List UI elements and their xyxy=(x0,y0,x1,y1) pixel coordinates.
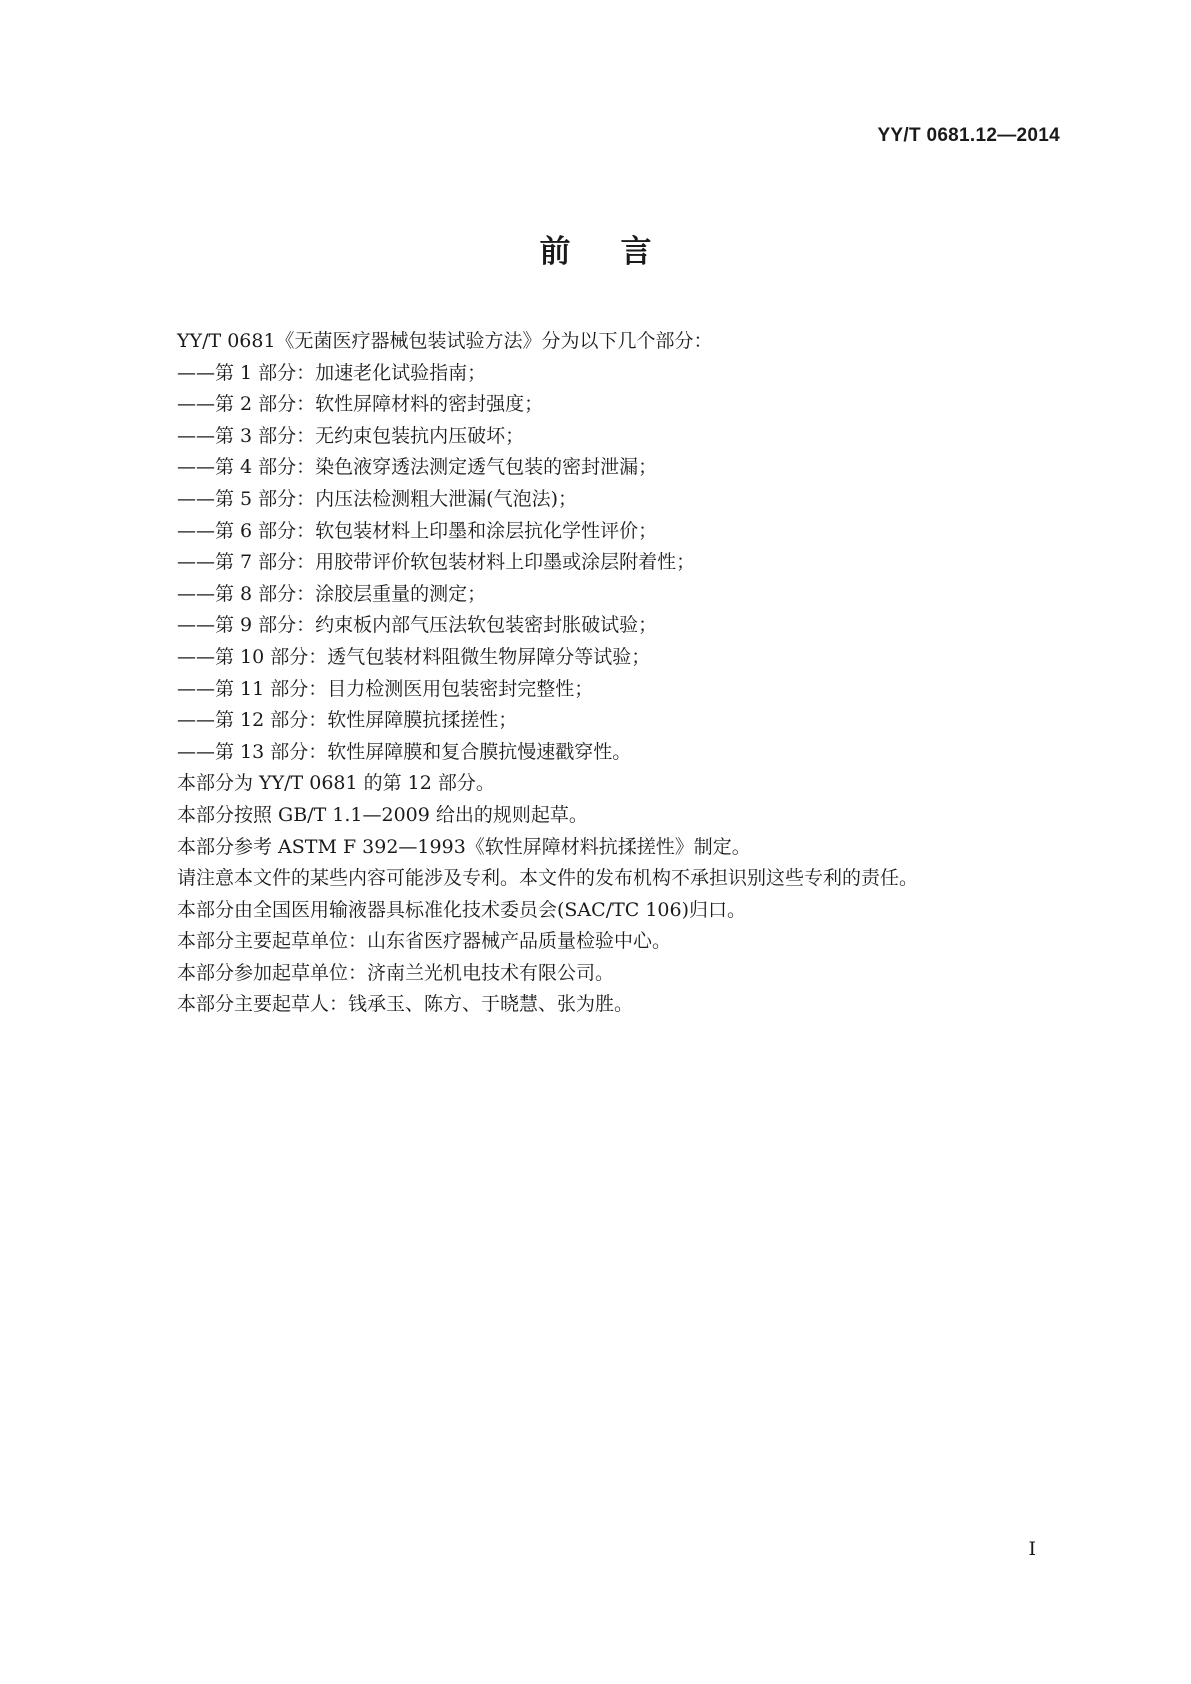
part-item-5: ——第 5 部分：内压法检测粗大泄漏(气泡法)； xyxy=(177,487,577,510)
foreword-body xyxy=(177,326,1037,1021)
part-item-12: ——第 12 部分：软性屏障膜抗揉搓性； xyxy=(177,709,518,732)
statement-drafting-rules: 本部分按照 GB/T 1.1—2009 给出的规则起草。 xyxy=(177,803,588,826)
part-item-13: ——第 13 部分：软性屏障膜和复合膜抗慢速戳穿性。 xyxy=(177,740,632,763)
page-number: I xyxy=(1028,1538,1036,1560)
part-item-2: ——第 2 部分：软性屏障材料的密封强度； xyxy=(177,393,544,416)
part-item-11: ——第 11 部分：目力检测医用包装密封完整性； xyxy=(177,677,594,700)
part-item-7: ——第 7 部分：用胶带评价软包装材料上印墨或涂层附着性； xyxy=(177,551,696,574)
statement-patent-notice: 请注意本文件的某些内容可能涉及专利。本文件的发布机构不承担识别这些专利的责任。 xyxy=(177,867,919,890)
part-item-8: ——第 8 部分：涂胶层重量的测定； xyxy=(177,582,487,605)
intro-line: YY/T 0681《无菌医疗器械包装试验方法》分为以下几个部分： xyxy=(177,330,713,352)
statement-main-drafting-unit: 本部分主要起草单位：山东省医疗器械产品质量检验中心。 xyxy=(177,930,672,953)
statement-reference: 本部分参考 ASTM F 392—1993《软性屏障材料抗揉搓性》制定。 xyxy=(177,835,751,858)
part-item-4: ——第 4 部分：染色液穿透法测定透气包装的密封泄漏； xyxy=(177,456,658,479)
part-item-9: ——第 9 部分：约束板内部气压法软包装密封胀破试验； xyxy=(177,614,658,637)
statement-participating-unit: 本部分参加起草单位：济南兰光机电技术有限公司。 xyxy=(177,961,615,984)
statement-drafters: 本部分主要起草人：钱承玉、陈方、于晓慧、张为胜。 xyxy=(177,993,634,1016)
part-item-10: ——第 10 部分：透气包装材料阻微生物屏障分等试验； xyxy=(177,645,651,668)
statement-part-number: 本部分为 YY/T 0681 的第 12 部分。 xyxy=(177,772,495,795)
part-item-1: ——第 1 部分：加速老化试验指南； xyxy=(177,361,487,384)
page-title: 前言 xyxy=(539,234,702,270)
part-item-6: ——第 6 部分：软包装材料上印墨和涂层抗化学性评价； xyxy=(177,519,658,542)
statement-committee: 本部分由全国医用输液器具标准化技术委员会(SAC/TC 106)归口。 xyxy=(177,898,747,921)
part-item-3: ——第 3 部分：无约束包装抗内压破坏； xyxy=(177,424,525,447)
standard-code: YY/T 0681.12—2014 xyxy=(877,125,1060,146)
